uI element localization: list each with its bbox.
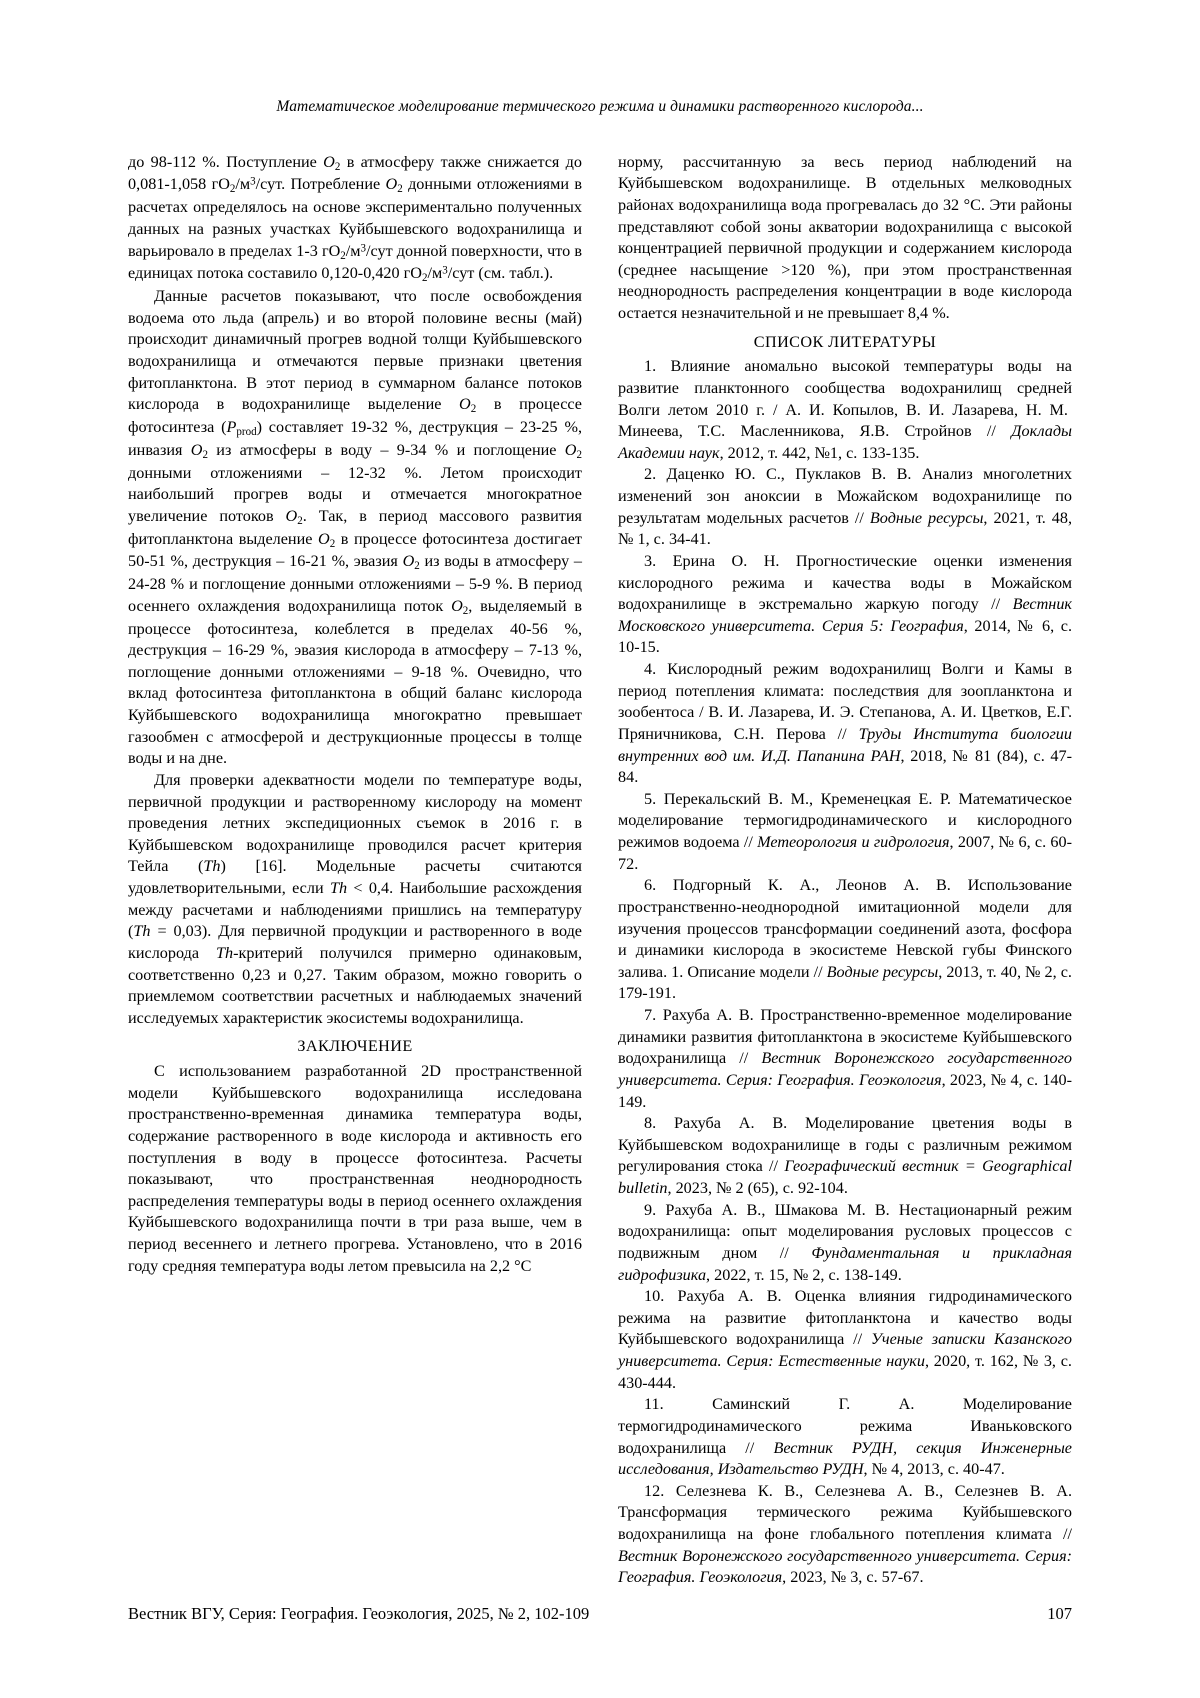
reference-item: 12. Селезнева К. В., Селезнева А. В., Селезнев В. А. Трансформация термического режима Куйбышевского водохранилища на фоне глобального потепления климата // Вестник Воронежского государственного университета. Серия: География. Геоэкология, 2023, № 3, с. 57-67. — [618, 1481, 1072, 1587]
paragraph-seasonal-balance: Данные расчетов показывают, что после освобождения водоема ото льда (апрель) и во второй половине весны (май) происходит динамичный прогрев водной толщи Куйбышевского водохранилища и отмечаются первые признаки цветения фитопланктона. В этот период в суммарном балансе потоков кислорода в водохранилище выделение $O_2$ в процессе фотосинтеза $(P_{prod})$ составляет 19-32 %, деструкция – 23-25 %, инвазия $O_2$ из атмосферы в воду – 9-34 % и поглощение $O_2$ донными отложениями – 12-32 %. Летом происходит наибольший прогрев воды и отмечается многократное увеличение потоков $O_2$. Так, в период массового развития фитопланктона выделение $O_2$ в процессе фотосинтеза достигает 50-51 %, деструкция – 16-21 %, эвазия $O_2$ из воды в атмосферу – 24-28 % и поглощение донными отложениями – 5-9 %. В период осеннего охлаждения водохранилища поток $O_2$, выделяемый в процессе фотосинтеза, колеблется в пределах 40-56 %, деструкция – 16-29 %, эвазия кислорода в атмосферу – 7-13 %, поглощение донными отложениями – 9-18 %. Очевидно, что вклад фотосинтеза фитопланктона в общий баланс кислорода Куйбышевского водохранилища многократно превышает газообмен с атмосферой и деструкционные процессы в толще воды и на дне. — [128, 287, 582, 768]
reference-item: 6. Подгорный К. А., Леонов А. В. Использование пространственно-неоднородной имитационной модели для изучения процессов трансформации соединений азота, фосфора и динамики кислорода в экосистеме Невской губы Финского залива. 1. Описание модели // Водные ресурсы, 2013, т. 40, № 2, с. 179-191. — [618, 876, 1072, 1003]
reference-item: 7. Рахуба А. В. Пространственно-временное моделирование динамики развития фитопланктона в экосистеме Куйбышевского водохранилища // Вестник Воронежского государственного университета. Серия: География. Геоэкология, 2023, № 4, с. 140-149. — [618, 1006, 1072, 1111]
section-heading-conclusion: ЗАКЛЮЧЕНИЕ — [297, 1037, 413, 1056]
page-footer — [128, 1604, 1072, 1624]
page-number: 107 — [1047, 1604, 1072, 1623]
reference-item: 1. Влияние аномально высокой температуры воды на развитие планктонного сообщества водохранилищ средней Волги летом 2010 г. / А. И. Копылов, В. И. Лазарева, Н. М. Минеева, Т.С. Масленникова, Я.В. Стройнов // Доклады Академии наук, 2012, т. 442, №1, с. 133-135. — [618, 357, 1072, 462]
paragraph-conclusion: С использованием разработанной 2D пространственной модели Куйбышевского водохранилища исследована пространственно-временная динамика температура воды, содержание растворенного в воде кислорода и активность его поступления в воду в процессе фотосинтеза. Расчеты показывают, что пространственная неоднородность распределения температуры воды в период осеннего охлаждения Куйбышевского водохранилища почти в три раза выше, чем в период весеннего и летнего прогрева. Установлено, что в 2016 году средняя температура воды летом превысила на 2,2 °С — [128, 1062, 582, 1275]
section-heading-references: СПИСОК ЛИТЕРАТУРЫ — [753, 332, 937, 351]
two-column-body — [128, 152, 1072, 1589]
reference-item: 3. Ерина О. Н. Прогностические оценки изменения кислородного режима и качества воды в Можайском водохранилище в экстремально жаркую погоду // Вестник Московского университета. Серия 5: География, 2014, № 6, с. 10-15. — [618, 551, 1072, 657]
paragraph-theil-criterion: Для проверки адекватности модели по температуре воды, первичной продукции и растворенному кислороду на момент проведения летних экспедиционных съемок в 2016 г. в Куйбышевском водохранилище проводился расчет критерия Тейла (Th) [16]. Модельные расчеты считаются удовлетворительными, если Th < 0,4. Наибольшие расхождения между расчетами и наблюдениями пришлись на температуру (Th = 0,03). Для первичной продукции и растворенного в воде кислорода Th-критерий получился примерно одинаковым, соответственно 0,23 и 0,27. Таким образом, можно говорить о приемлемом соответствии расчетных и наблюдаемых значений исследуемых характеристик экосистемы водохранилища. — [128, 770, 583, 1027]
reference-item: 5. Перекальский В. М., Кременецкая Е. Р. Математическое моделирование термогидродинамического и кислородного режимов водоема // Метеорология и гидрология, 2007, № 6, с. 60-72. — [618, 789, 1073, 873]
running-head: Математическое моделирование термического режима и динамики растворенного кислорода... — [276, 98, 924, 115]
right-column — [618, 152, 1072, 1589]
left-column — [128, 152, 582, 1278]
reference-item: 4. Кислородный режим водохранилищ Волги и Камы в период потепления климата: последствия для зоопланктона и зообентоса / В. И. Лазарева, И. Э. Степанова, А. И. Цветков, Е.Г. Пряничникова, С.Н. Перова // Труды Института биологии внутренних вод им. И.Д. Папанина РАН, 2018, № 81 (84), с. 47-84. — [618, 660, 1072, 787]
paragraph-oxygen-fluxes: до 98-112 %. Поступление $O_2$ в атмосферу также снижается до 0,081-1,058 $гO_2/м^3$/сут. Потребление $O_2$ донными отложениями в расчетах определялось на основе экспериментально полученных данных на разных участках Куйбышевского водохранилища и варьировало в пределах 1-3 $гO_2/м^3$/сут донной поверхности, что в единицах потока составило 0,120-0,420 $гO_2/м^3$/сут (см. табл.). — [128, 152, 582, 285]
reference-item: 9. Рахуба А. В., Шмакова М. В. Нестационарный режим водохранилища: опыт моделирования русловых процессов с подвижным дном // Фундаментальная и прикладная гидрофизика, 2022, т. 15, № 2, с. 138-149. — [618, 1200, 1072, 1284]
paragraph-conclusion-continued: норму, рассчитанную за весь период наблюдений на Куйбышевском водохранилище. В отдельных мелководных районах водохранилища вода прогревалась до 32 °С. Эти районы представляют собой зоны акватории водохранилища с высокой концентрацией первичной продукции и содержанием кислорода (среднее насыщение >120 %), при этом пространственная неоднородность распределения концентрации в воде кислорода остается незначительной и не превышает 8,4 %. — [618, 152, 1072, 323]
reference-item: 10. Рахуба А. В. Оценка влияния гидродинамического режима на развитие фитопланктона и качество воды Куйбышевского водохранилища // Ученые записки Казанского университета. Серия: Естественные науки, 2020, т. 162, № 3, с. 430-444. — [618, 1287, 1072, 1392]
reference-item: 11. Саминский Г. А. Моделирование термогидродинамического режима Иваньковского водохранилища // Вестник РУДН, секция Инженерные исследования, Издательство РУДН, № 4, 2013, с. 40-47. — [618, 1395, 1072, 1479]
journal-citation: Вестник ВГУ, Серия: География. Геоэкология, 2025, № 2, 102-109 — [128, 1604, 590, 1623]
reference-item: 8. Рахуба А. В. Моделирование цветения воды в Куйбышевском водохранилище в годы с различным режимом регулирования стока // Географический вестник = Geographical bulletin, 2023, № 2 (65), с. 92-104. — [618, 1114, 1072, 1198]
reference-item: 2. Даценко Ю. С., Пуклаков В. В. Анализ многолетних изменений зон аноксии в Можайском водохранилище по результатам модельных расчетов // Водные ресурсы, 2021, т. 48, № 1, с. 34-41. — [618, 465, 1072, 549]
